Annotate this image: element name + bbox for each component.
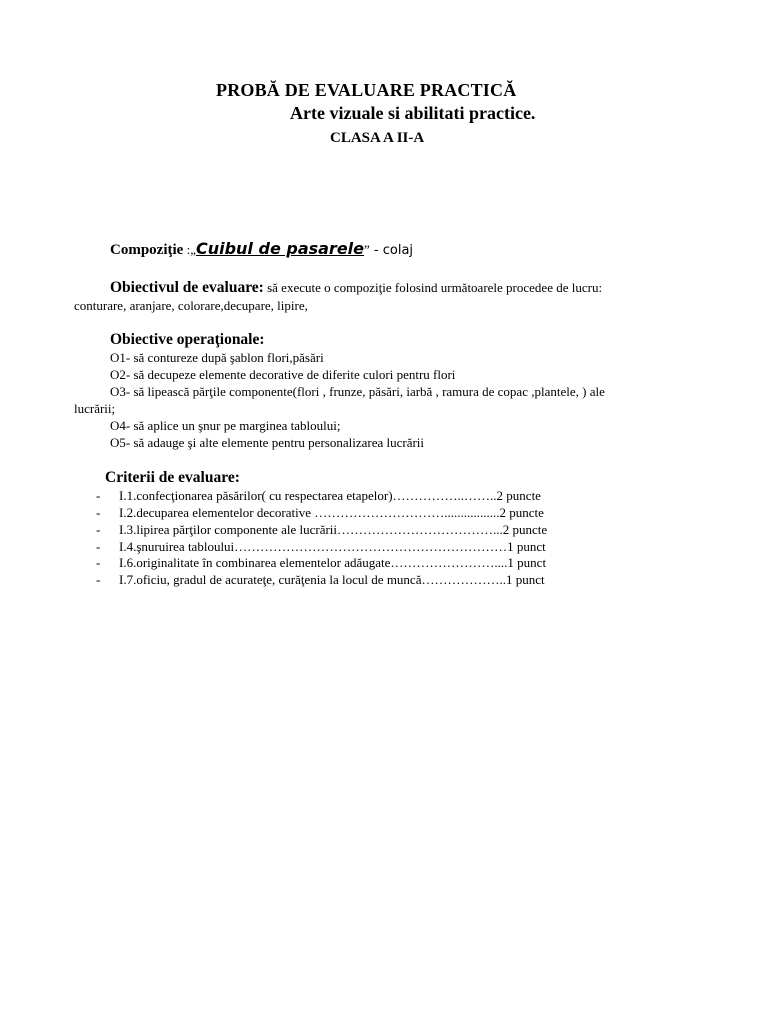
document-subtitle: Arte vizuale si abilitati practice. bbox=[290, 103, 536, 123]
criteria-item-text: I.4.şnuruirea tabloului………………………………………………………1 punct bbox=[119, 539, 546, 554]
operational-item-o5: O5- să adauge şi alte elemente pentru personalizarea lucrării bbox=[110, 435, 425, 450]
criteria-item-text: I.1.confecţionarea păsărilor( cu respectarea etapelor)……………..……..2 puncte bbox=[119, 488, 541, 503]
composition-topic: Cuibul de pasarele bbox=[195, 239, 365, 258]
criteria-item-text: I.6.originalitate în combinarea elementelor adăugate……………………....1 punct bbox=[119, 555, 547, 570]
criteria-item-text: I.2.decuparea elementelor decorative ………………………….................2 puncte bbox=[119, 505, 544, 520]
criteria-item-text: I.7.oficiu, gradul de acurateţe, curăţenia la locul de muncă………………..1 punct bbox=[119, 572, 545, 587]
criteria-item bbox=[96, 488, 541, 504]
operational-item-o3-continuation: lucrării; bbox=[74, 401, 116, 416]
operational-item-o4: O4- să aplice un şnur pe marginea tabloului; bbox=[110, 418, 341, 433]
objective-line-2: conturare, aranjare, colorare,decupare, lipire, bbox=[74, 298, 308, 313]
criteria-item bbox=[96, 522, 547, 538]
operational-item-o2: O2- să decupeze elemente decorative de diferite culori pentru flori bbox=[110, 367, 456, 382]
class-label: CLASA A II-A bbox=[330, 130, 425, 146]
operational-item-o3: O3- să lipească părţile componente(flori , frunze, păsări, iarbă , ramura de copac ,plantele, ) ale bbox=[110, 384, 605, 399]
objective-line-1 bbox=[110, 279, 602, 297]
composition-prefix: :„ bbox=[183, 242, 196, 257]
list-bullet: - bbox=[96, 488, 101, 503]
operational-heading: Obiective operaţionale: bbox=[110, 331, 265, 348]
list-bullet: - bbox=[96, 572, 101, 587]
list-bullet: - bbox=[96, 522, 101, 537]
document-title: PROBĂ DE EVALUARE PRACTICĂ bbox=[216, 80, 517, 100]
operational-item-o1: O1- să contureze după şablon flori,păsări bbox=[110, 350, 324, 365]
list-bullet: - bbox=[96, 555, 101, 570]
composition-note: - colaj bbox=[369, 243, 414, 258]
objective-text: să execute o compoziţie folosind următoarele procedee de lucru: bbox=[263, 280, 603, 295]
composition-suffix: ” bbox=[364, 242, 370, 257]
objective-label: Obiectivul de evaluare: bbox=[110, 279, 264, 296]
composition-label: Compoziţie bbox=[110, 242, 184, 258]
criteria-item bbox=[96, 505, 544, 521]
composition-line bbox=[110, 239, 413, 259]
criteria-heading: Criterii de evaluare: bbox=[105, 469, 240, 486]
list-bullet: - bbox=[96, 539, 101, 554]
criteria-item bbox=[96, 555, 546, 571]
criteria-item bbox=[96, 539, 546, 555]
criteria-item-text: I.3.lipirea părţilor componente ale lucrării………………………………...2 puncte bbox=[119, 522, 548, 537]
criteria-item bbox=[96, 572, 545, 588]
list-bullet: - bbox=[96, 505, 101, 520]
